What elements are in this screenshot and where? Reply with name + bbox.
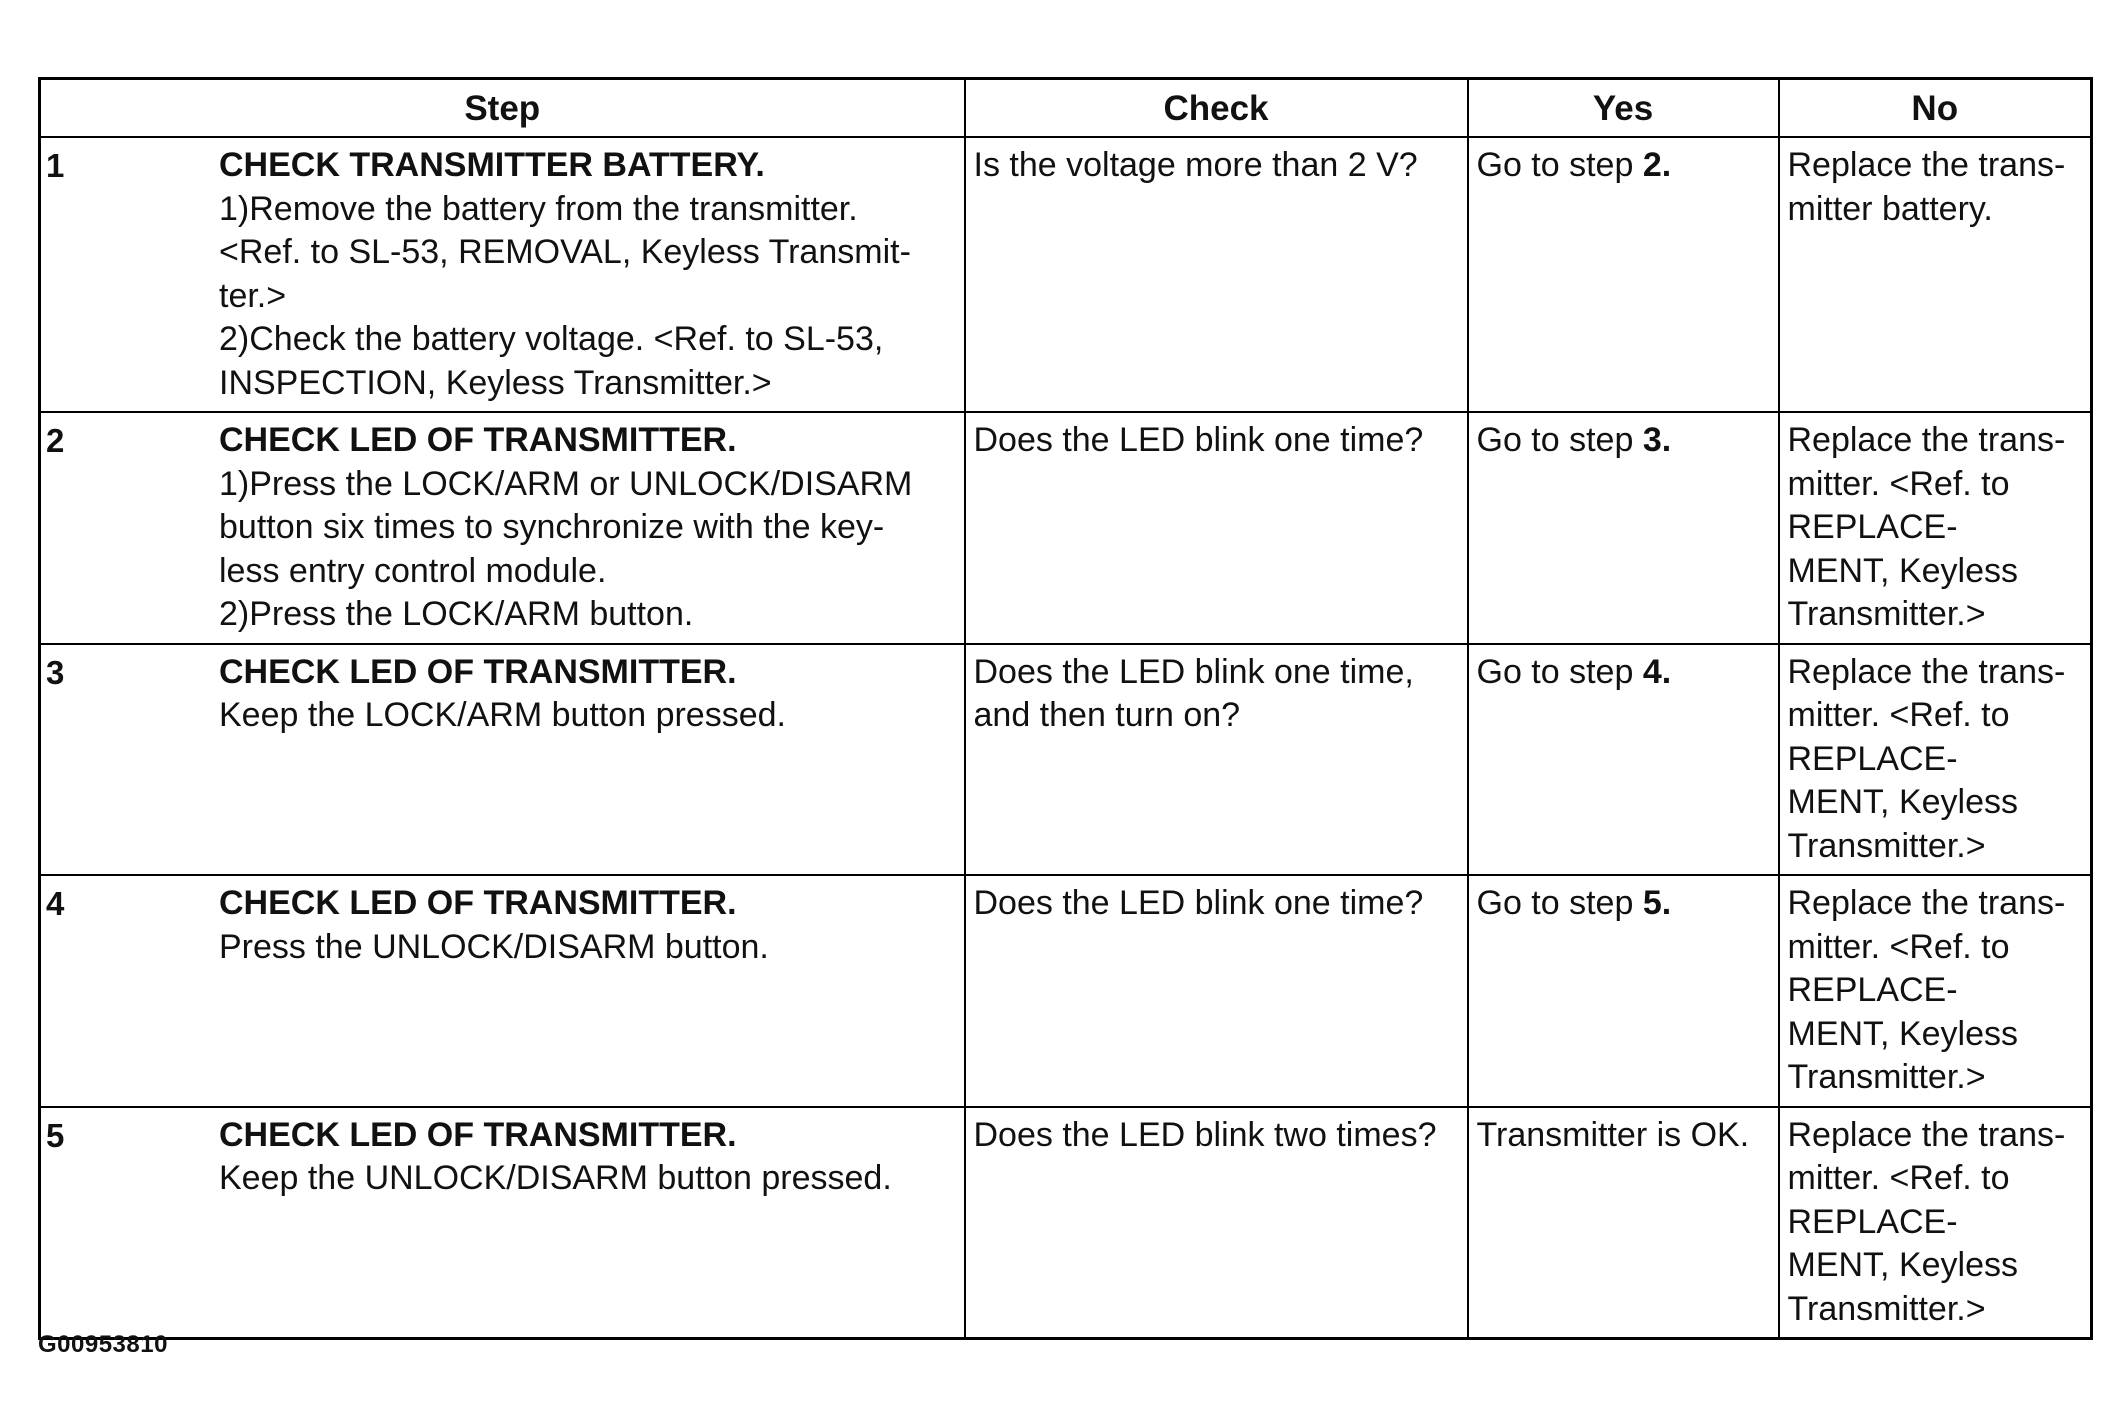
step-number: 2 — [46, 422, 65, 459]
no-line: Replace the trans- — [1787, 884, 2066, 922]
yes-step-ref: 4. — [1642, 652, 1672, 691]
step-title: CHECK LED OF TRANSMITTER. — [219, 652, 737, 691]
no-line: mitter. <Ref. to — [1787, 696, 2010, 734]
step-body — [41, 876, 964, 975]
check-line: Does the LED blink one time? — [973, 421, 1424, 459]
no-line: mitter. <Ref. to — [1787, 464, 2010, 503]
yes-cell — [1468, 875, 1779, 1107]
no-cell — [1779, 137, 2092, 412]
yes-step-ref: 5. — [1642, 884, 1672, 922]
step-line: Press the UNLOCK/DISARM button. — [219, 927, 769, 966]
header-step: Step — [40, 79, 965, 138]
yes-step-ref: 2. — [1642, 146, 1672, 184]
no-cell — [1779, 644, 2092, 876]
yes-text: Go to step — [1476, 652, 1643, 691]
yes-cell — [1468, 1107, 1779, 1339]
yes-cell — [1468, 644, 1779, 876]
check-cell — [965, 1107, 1468, 1339]
check-line: Does the LED blink two times? — [973, 1115, 1437, 1154]
yes-text: Transmitter is OK. — [1476, 1115, 1750, 1154]
step-title: CHECK LED OF TRANSMITTER. — [219, 421, 737, 459]
step-line: Keep the LOCK/ARM button pressed. — [219, 696, 786, 734]
yes-step-ref: 3. — [1642, 421, 1672, 459]
header-no: No — [1779, 79, 2092, 138]
step-cell — [40, 644, 965, 876]
no-line: mitter battery. — [1787, 189, 1993, 228]
step-title: CHECK TRANSMITTER BATTERY. — [219, 146, 765, 184]
check-line: and then turn on? — [973, 696, 1241, 734]
no-line: REPLACE- — [1787, 508, 1958, 546]
step-line: less entry control module. — [219, 551, 607, 590]
table-header-row — [40, 79, 2092, 138]
step-line: <Ref. to SL-53, REMOVAL, Keyless Transmit- — [219, 233, 911, 271]
step-title: CHECK LED OF TRANSMITTER. — [219, 884, 737, 922]
no-line: Replace the trans- — [1787, 421, 2066, 459]
check-cell — [965, 644, 1468, 876]
header-yes: Yes — [1468, 79, 1779, 138]
step-line: INSPECTION, Keyless Transmitter.> — [219, 363, 772, 402]
step-line: button six times to synchronize with the key- — [219, 508, 885, 546]
no-line: MENT, Keyless — [1787, 783, 2018, 821]
check-cell — [965, 875, 1468, 1107]
step-number: 5 — [46, 1116, 65, 1154]
check-cell — [965, 412, 1468, 644]
step-number: 3 — [46, 653, 65, 691]
figure-id: G00953810 — [38, 1331, 168, 1358]
step-cell — [40, 1107, 965, 1339]
no-cell — [1779, 412, 2092, 644]
yes-text: Go to step — [1476, 884, 1643, 922]
header-check: Check — [965, 79, 1468, 138]
step-body — [41, 413, 964, 643]
no-line: Transmitter.> — [1787, 595, 1986, 633]
step-number: 1 — [46, 147, 65, 184]
step-line: Keep the UNLOCK/DISARM button pressed. — [219, 1159, 892, 1197]
no-cell — [1779, 1107, 2092, 1339]
step-line: 1)Press the LOCK/ARM or UNLOCK/DISARM — [219, 464, 913, 503]
step-body — [41, 645, 964, 744]
step-cell — [40, 412, 965, 644]
no-line: MENT, Keyless — [1787, 1246, 2018, 1284]
table-row — [40, 137, 2092, 412]
step-title: CHECK LED OF TRANSMITTER. — [219, 1115, 737, 1154]
no-line: Replace the trans- — [1787, 146, 2066, 184]
table-row — [40, 644, 2092, 876]
yes-text: Go to step — [1476, 421, 1643, 459]
step-body — [41, 138, 964, 411]
table-row — [40, 1107, 2092, 1339]
step-cell — [40, 875, 965, 1107]
step-line: 1)Remove the battery from the transmitter. — [219, 189, 858, 228]
no-line: Replace the trans- — [1787, 652, 2066, 691]
no-line: REPLACE- — [1787, 971, 1958, 1009]
no-line: Transmitter.> — [1787, 826, 1986, 865]
step-line: ter.> — [219, 276, 287, 315]
no-line: mitter. <Ref. to — [1787, 1159, 2010, 1197]
step-number: 4 — [46, 885, 65, 922]
table-row — [40, 412, 2092, 644]
no-line: MENT, Keyless — [1787, 1014, 2018, 1053]
no-line: mitter. <Ref. to — [1787, 927, 2010, 966]
no-cell — [1779, 875, 2092, 1107]
yes-text: Go to step — [1476, 146, 1643, 184]
no-line: Transmitter.> — [1787, 1058, 1986, 1096]
no-line: Transmitter.> — [1787, 1289, 1986, 1328]
yes-cell — [1468, 137, 1779, 412]
step-line: 2)Press the LOCK/ARM button. — [219, 595, 694, 633]
check-line: Does the LED blink one time? — [973, 884, 1424, 922]
no-line: REPLACE- — [1787, 739, 1958, 778]
table-row — [40, 875, 2092, 1107]
step-line: 2)Check the battery voltage. <Ref. to SL-53, — [219, 320, 884, 358]
no-line: MENT, Keyless — [1787, 551, 2018, 590]
step-body — [41, 1108, 964, 1207]
check-cell — [965, 137, 1468, 412]
no-line: Replace the trans- — [1787, 1115, 2066, 1154]
step-cell — [40, 137, 965, 412]
no-line: REPLACE- — [1787, 1202, 1958, 1241]
check-line: Does the LED blink one time, — [973, 652, 1414, 691]
check-line: Is the voltage more than 2 V? — [973, 146, 1418, 184]
yes-cell — [1468, 412, 1779, 644]
diagnosis-table — [38, 77, 2093, 1340]
